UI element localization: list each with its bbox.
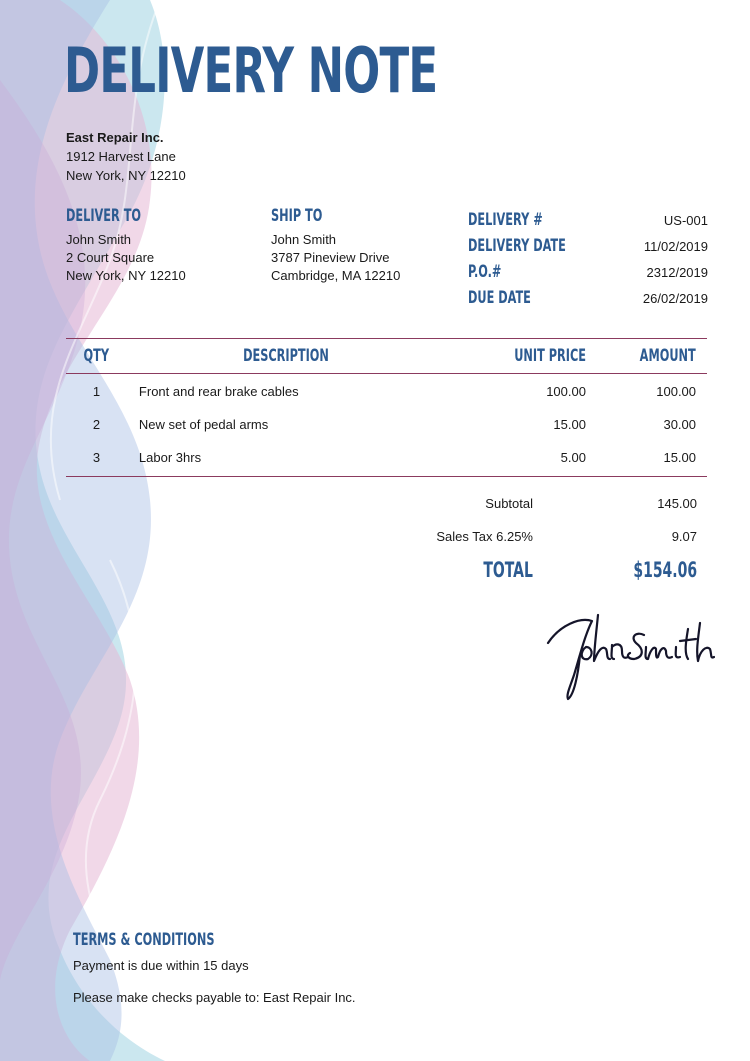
company-block [66, 128, 186, 185]
total-label: TOTAL [483, 557, 533, 582]
deliver-to-block [66, 207, 186, 285]
terms-line2: Please make checks payable to: East Repair Inc. [73, 990, 356, 1005]
table-row [66, 375, 707, 408]
delivery-number-label: DELIVERY # [468, 210, 543, 230]
header-description: DESCRIPTION [243, 346, 330, 366]
header-qty-cell [66, 346, 127, 366]
signature-image [540, 595, 715, 705]
row-amount: 30.00 [663, 417, 697, 432]
due-date-row [468, 285, 708, 311]
po-label: P.O.# [468, 262, 502, 282]
tax-label: Sales Tax 6.25% [436, 529, 533, 544]
subtotal-value: 145.00 [657, 496, 697, 511]
row-qty: 3 [92, 450, 101, 465]
table-row [66, 408, 707, 441]
terms-heading: TERMS & CONDITIONS [73, 930, 215, 950]
header-unit-price-cell [434, 346, 586, 366]
po-value: 2312/2019 [646, 264, 708, 280]
total-row [360, 553, 697, 586]
header-amount: AMOUNT [639, 346, 697, 366]
due-date-label: DUE DATE [468, 288, 531, 308]
deliver-to-address-line2: New York, NY 12210 [66, 268, 186, 283]
delivery-number-value: US-001 [663, 212, 708, 228]
subtotal-row [360, 487, 697, 520]
tax-value: 9.07 [671, 529, 697, 544]
header-amount-cell [586, 346, 707, 366]
row-description: New set of pedal arms [138, 417, 269, 432]
delivery-date-row [468, 233, 708, 259]
row-amount: 100.00 [656, 384, 697, 399]
row-qty: 2 [92, 417, 101, 432]
ship-to-address-line1: 3787 Pineview Drive [271, 250, 390, 265]
deliver-to-label: DELIVER TO [66, 206, 142, 226]
company-name: East Repair Inc. [66, 130, 164, 145]
company-address-line1: 1912 Harvest Lane [66, 149, 176, 164]
ship-to-block [271, 207, 400, 285]
delivery-date-value: 11/02/2019 [643, 238, 708, 254]
header-description-cell [127, 346, 434, 366]
items-table-body [66, 374, 707, 477]
ship-to-name: John Smith [271, 232, 337, 247]
row-unit-price: 100.00 [546, 384, 586, 399]
terms-block [73, 930, 356, 1022]
due-date-value: 26/02/2019 [642, 290, 708, 306]
items-table [66, 338, 707, 477]
deliver-to-address-line1: 2 Court Square [66, 250, 155, 265]
row-description: Front and rear brake cables [138, 384, 299, 399]
header-qty: QTY [83, 346, 110, 366]
delivery-meta [468, 207, 708, 311]
deliver-to-name: John Smith [66, 232, 132, 247]
terms-line1: Payment is due within 15 days [73, 958, 249, 973]
ship-to-label: SHIP TO [271, 206, 323, 226]
delivery-date-label: DELIVERY DATE [468, 236, 566, 256]
company-address-line2: New York, NY 12210 [66, 168, 186, 183]
items-table-header [66, 338, 707, 374]
total-value: $154.06 [633, 557, 697, 582]
header-unit-price: UNIT PRICE [514, 346, 586, 366]
row-qty: 1 [92, 384, 101, 399]
subtotal-label: Subtotal [485, 496, 533, 511]
row-amount: 15.00 [663, 450, 697, 465]
po-row [468, 259, 708, 285]
row-description: Labor 3hrs [138, 450, 202, 465]
tax-row [360, 520, 697, 553]
totals-block [360, 487, 697, 586]
delivery-number-row [468, 207, 708, 233]
row-unit-price: 15.00 [553, 417, 586, 432]
ship-to-address-line2: Cambridge, MA 12210 [271, 268, 401, 283]
row-unit-price: 5.00 [560, 450, 586, 465]
table-row [66, 441, 707, 474]
document-title: DELIVERY NOTE [64, 34, 438, 107]
